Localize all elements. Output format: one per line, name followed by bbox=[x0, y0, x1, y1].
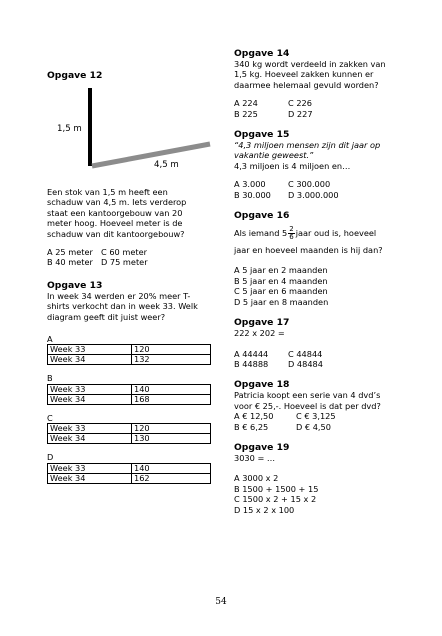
q19-option-d: D 15 x 2 x 100 bbox=[234, 504, 295, 515]
q15-options bbox=[234, 179, 406, 200]
q16-text-post: jaar oud is, hoeveel bbox=[295, 228, 377, 239]
q12-text bbox=[47, 187, 222, 239]
label-shadow-length: 4,5 m bbox=[154, 160, 179, 170]
q13-table-c-block bbox=[47, 413, 222, 444]
q16-option-b: B 5 jaar en 4 maanden bbox=[234, 275, 328, 286]
q19-option-b: B 1500 + 1500 + 15 bbox=[234, 483, 319, 494]
q13-text-line: shirts verkocht dan in week 33. Welk bbox=[47, 301, 198, 312]
table-cell: 140 bbox=[132, 463, 211, 473]
q19-title: Opgave 19 bbox=[234, 441, 290, 453]
right-column bbox=[234, 48, 406, 515]
table-cell: Week 34 bbox=[48, 434, 132, 444]
q13-table-d-block bbox=[47, 452, 222, 483]
q13-title: Opgave 13 bbox=[47, 279, 103, 291]
table-cell: Week 34 bbox=[48, 473, 132, 483]
q13-text-line: In week 34 werden er 20% meer T- bbox=[47, 290, 191, 301]
q15-option-a: A 3.000 bbox=[234, 179, 266, 190]
q17-option-b: B 44888 bbox=[234, 358, 269, 369]
q15-option-c: C 300.000 bbox=[288, 179, 331, 190]
q12-option-b: B 40 meter bbox=[47, 257, 93, 268]
q18-option-b: B € 6,25 bbox=[234, 421, 269, 432]
q15-quote-line: “4,3 miljoen mensen zijn dit jaar op bbox=[234, 140, 381, 151]
q15-option-d: D 3.000.000 bbox=[288, 189, 339, 200]
q17-option-d: D 48484 bbox=[288, 358, 323, 369]
q14-title: Opgave 14 bbox=[234, 48, 290, 59]
q14-text bbox=[234, 59, 406, 90]
q12-option-a: A 25 meter bbox=[47, 247, 93, 258]
q18-options bbox=[234, 411, 406, 432]
fraction-numerator: 2 bbox=[289, 225, 294, 234]
q14-option-d: D 227 bbox=[288, 108, 313, 119]
table-cell: 162 bbox=[132, 473, 211, 483]
q19-option-a: A 3000 x 2 bbox=[234, 473, 279, 484]
left-column bbox=[47, 70, 222, 484]
q16-option-c: C 5 jaar en 6 maanden bbox=[234, 286, 328, 297]
q14-text-line: daarmee helemaal gevuld worden? bbox=[234, 79, 379, 90]
q17-option-a: A 44444 bbox=[234, 348, 269, 359]
q12-title: Opgave 12 bbox=[47, 70, 103, 81]
table-row bbox=[48, 384, 211, 394]
table-label: C bbox=[47, 412, 53, 423]
q12-text-line: Een stok van 1,5 m heeft een bbox=[47, 187, 168, 197]
q18-title: Opgave 18 bbox=[234, 379, 290, 391]
q14-text-line: 1,5 kg. Hoeveel zakken kunnen er bbox=[234, 69, 374, 80]
table-cell: 120 bbox=[132, 424, 211, 434]
q14-options bbox=[234, 98, 406, 119]
table-cell: 130 bbox=[132, 434, 211, 444]
table-cell: Week 34 bbox=[48, 355, 132, 365]
q15-title: Opgave 15 bbox=[234, 129, 290, 141]
q13-table-b bbox=[47, 384, 211, 405]
q17-title: Opgave 17 bbox=[234, 317, 290, 329]
table-cell: Week 33 bbox=[48, 384, 132, 394]
q12-option-d: D 75 meter bbox=[101, 257, 148, 268]
table-label: A bbox=[47, 334, 53, 345]
q16-text-line2: jaar en hoeveel maanden is hij dan? bbox=[234, 245, 383, 256]
table-cell: 132 bbox=[132, 355, 211, 365]
q17-option-c: C 44844 bbox=[288, 348, 323, 359]
q12-text-line: schaduw van 4,5 m. Iets verderop bbox=[47, 197, 187, 208]
q18-option-c: C € 3,125 bbox=[296, 411, 336, 422]
table-cell: Week 34 bbox=[48, 394, 132, 404]
q13-table-a bbox=[47, 344, 211, 365]
table-row bbox=[48, 434, 211, 444]
q13-table-b-block bbox=[47, 373, 222, 404]
table-row bbox=[48, 473, 211, 483]
q13-text-line: diagram geeft dit juist weer? bbox=[47, 311, 166, 322]
q16-text-line1 bbox=[234, 225, 406, 241]
q18-text-line: Patricia koopt een serie van 4 dvd’s bbox=[234, 390, 381, 401]
table-cell: 120 bbox=[132, 345, 211, 355]
q14-option-c: C 226 bbox=[288, 98, 312, 109]
table-row bbox=[48, 345, 211, 355]
table-cell: Week 33 bbox=[48, 463, 132, 473]
page-number: 54 bbox=[215, 597, 227, 607]
table-cell: Week 33 bbox=[48, 345, 132, 355]
q18-option-a: A € 12,50 bbox=[234, 411, 274, 422]
table-label: D bbox=[47, 452, 54, 463]
q18-text-line: voor € 25,-. Hoeveel is dat per dvd? bbox=[234, 400, 381, 411]
q12-text-line: schaduw van dit kantoorgebouw? bbox=[47, 228, 185, 239]
table-cell: 168 bbox=[132, 394, 211, 404]
q12-option-c: C 60 meter bbox=[101, 247, 147, 258]
q15-quote-line: vakantie geweest.” bbox=[234, 150, 314, 161]
table-row bbox=[48, 355, 211, 365]
label-stick-height: 1,5 m bbox=[57, 124, 82, 134]
q12-text-line: staat een kantoorgebouw van 20 bbox=[47, 207, 183, 218]
q16-option-a: A 5 jaar en 2 maanden bbox=[234, 265, 328, 276]
table-row bbox=[48, 394, 211, 404]
q16-fraction bbox=[288, 226, 294, 241]
q13-table-d bbox=[47, 463, 211, 484]
q12-options bbox=[47, 247, 222, 268]
table-cell: Week 33 bbox=[48, 424, 132, 434]
q17-text: 222 x 202 = bbox=[234, 328, 285, 339]
fraction-denominator: 6 bbox=[289, 233, 294, 242]
q16-text-pre: Als iemand 5 bbox=[234, 228, 288, 239]
q19-option-c: C 1500 x 2 + 15 x 2 bbox=[234, 494, 317, 505]
shadow-diagram bbox=[47, 81, 222, 177]
q16-title: Opgave 16 bbox=[234, 210, 290, 222]
q12-text-line: meter hoog. Hoeveel meter is de bbox=[47, 218, 183, 229]
q15-text: 4,3 miljoen is 4 miljoen en… bbox=[234, 160, 351, 171]
table-cell: 140 bbox=[132, 384, 211, 394]
q17-options bbox=[234, 349, 406, 370]
table-row bbox=[48, 463, 211, 473]
q14-option-b: B 225 bbox=[234, 108, 258, 119]
q18-option-d: D € 4,50 bbox=[296, 421, 331, 432]
q14-text-line: 340 kg wordt verdeeld in zakken van bbox=[234, 59, 386, 69]
q19-text: 3030 = … bbox=[234, 452, 276, 463]
q13-table-c bbox=[47, 423, 211, 444]
q16-option-d: D 5 jaar en 8 maanden bbox=[234, 296, 329, 307]
q13-table-a-block bbox=[47, 334, 222, 365]
table-row bbox=[48, 424, 211, 434]
q13-text bbox=[47, 291, 222, 322]
q15-option-b: B 30.000 bbox=[234, 189, 271, 200]
q14-option-a: A 224 bbox=[234, 98, 258, 109]
table-label: B bbox=[47, 373, 53, 384]
shadow-line bbox=[92, 144, 210, 166]
